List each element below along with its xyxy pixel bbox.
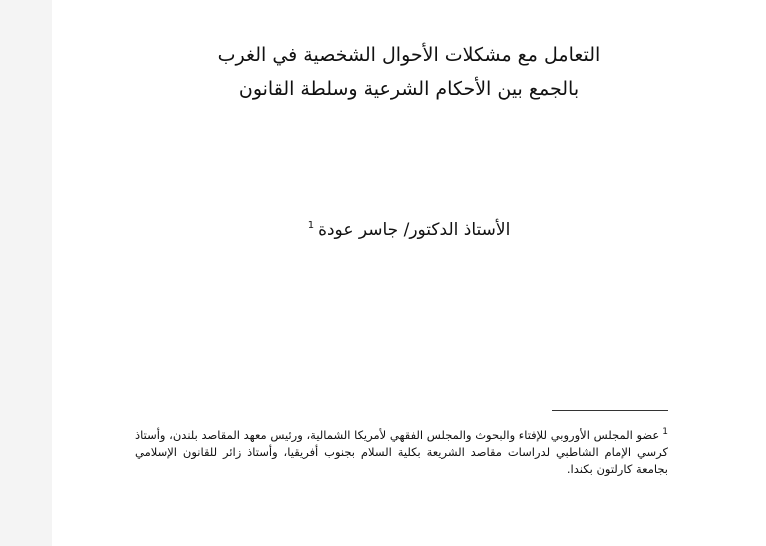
author-footnote-marker[interactable]: 1 — [307, 220, 315, 232]
footnote-separator — [552, 410, 668, 411]
title-line-2: بالجمع بين الأحكام الشرعية وسلطة القانون — [238, 78, 580, 100]
document-title — [52, 38, 766, 106]
document-page — [52, 0, 766, 546]
author-line — [52, 220, 766, 240]
footnote-text: عضو المجلس الأوروبي للإفتاء والبحوث والمجلس الفقهي لأمريكا الشمالية، ورئيس معهد المقاصد بلندن، وأستاذ كرسي الإمام الشاطبي لدراسات مقاصد الشريعة بكلية السلام بجنوب أفريقيا، وأستاذ زائر للقانون الإسلامي بجامعة كارلتون بكندا. — [135, 427, 668, 476]
author-name: الأستاذ الدكتور/ جاسر عودة — [318, 220, 511, 240]
footnote — [135, 424, 668, 478]
footnote-marker: 1 — [662, 427, 668, 437]
title-line-1: التعامل مع مشكلات الأحوال الشخصية في الغرب — [217, 44, 601, 66]
